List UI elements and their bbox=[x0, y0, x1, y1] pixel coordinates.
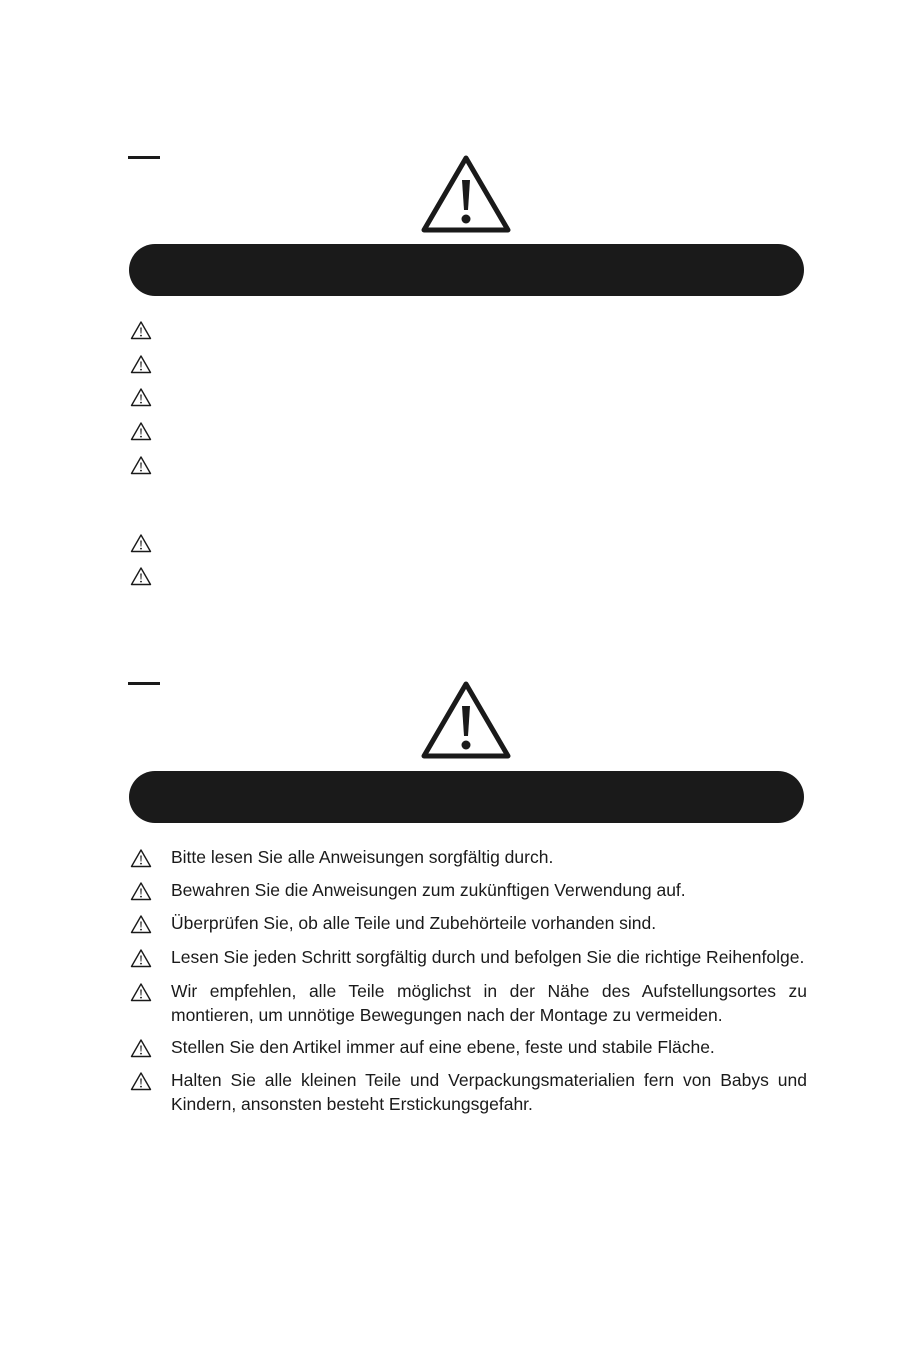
warning-triangle-icon bbox=[130, 387, 152, 407]
warning-triangle-icon bbox=[130, 881, 152, 901]
list-item-text: Überprüfen Sie, ob alle Teile und Zubehörteile vorhanden sind. bbox=[171, 913, 657, 933]
section-dash-mark bbox=[128, 156, 160, 159]
warning-triangle-icon bbox=[130, 320, 152, 340]
warning-triangle-icon bbox=[130, 1038, 152, 1058]
warning-triangle-icon bbox=[418, 152, 514, 236]
list-item-text: Wir empfehlen, alle Teile möglichst in der Nähe des Aufstellungsortes zu montieren, um unnötige Bewegungen nach der Montage zu vermeiden. bbox=[171, 981, 807, 1025]
warning-triangle-icon bbox=[130, 982, 152, 1002]
warning-triangle-icon bbox=[130, 848, 152, 868]
list-item-text: Lesen Sie jeden Schritt sorgfältig durch und befolgen Sie die richtige Reihenfolge. bbox=[171, 947, 805, 967]
warning-header-bar bbox=[129, 244, 804, 296]
warning-section-1 bbox=[0, 0, 914, 640]
warning-triangle-icon bbox=[130, 455, 152, 475]
warning-header-bar bbox=[129, 771, 804, 823]
list-item-text: Bewahren Sie die Anweisungen zum zukünftigen Verwendung auf. bbox=[171, 880, 686, 900]
list-item-text: Stellen Sie den Artikel immer auf eine ebene, feste und stabile Fläche. bbox=[171, 1037, 715, 1057]
list-item-text: Halten Sie alle kleinen Teile und Verpackungsmaterialien fern von Babys und Kindern, ansonsten besteht Erstickungsgefahr. bbox=[171, 1070, 807, 1114]
warning-triangle-icon bbox=[130, 566, 152, 586]
warning-triangle-icon bbox=[130, 421, 152, 441]
warning-section-2 bbox=[0, 640, 914, 1200]
warning-triangle-icon bbox=[130, 1071, 152, 1091]
warning-triangle-icon bbox=[130, 533, 152, 553]
warning-triangle-icon bbox=[130, 914, 152, 934]
warning-triangle-icon bbox=[130, 948, 152, 968]
list-item-text: Bitte lesen Sie alle Anweisungen sorgfältig durch. bbox=[171, 847, 554, 867]
warning-triangle-icon bbox=[130, 354, 152, 374]
section-dash-mark bbox=[128, 682, 160, 685]
warning-triangle-icon bbox=[418, 678, 514, 762]
